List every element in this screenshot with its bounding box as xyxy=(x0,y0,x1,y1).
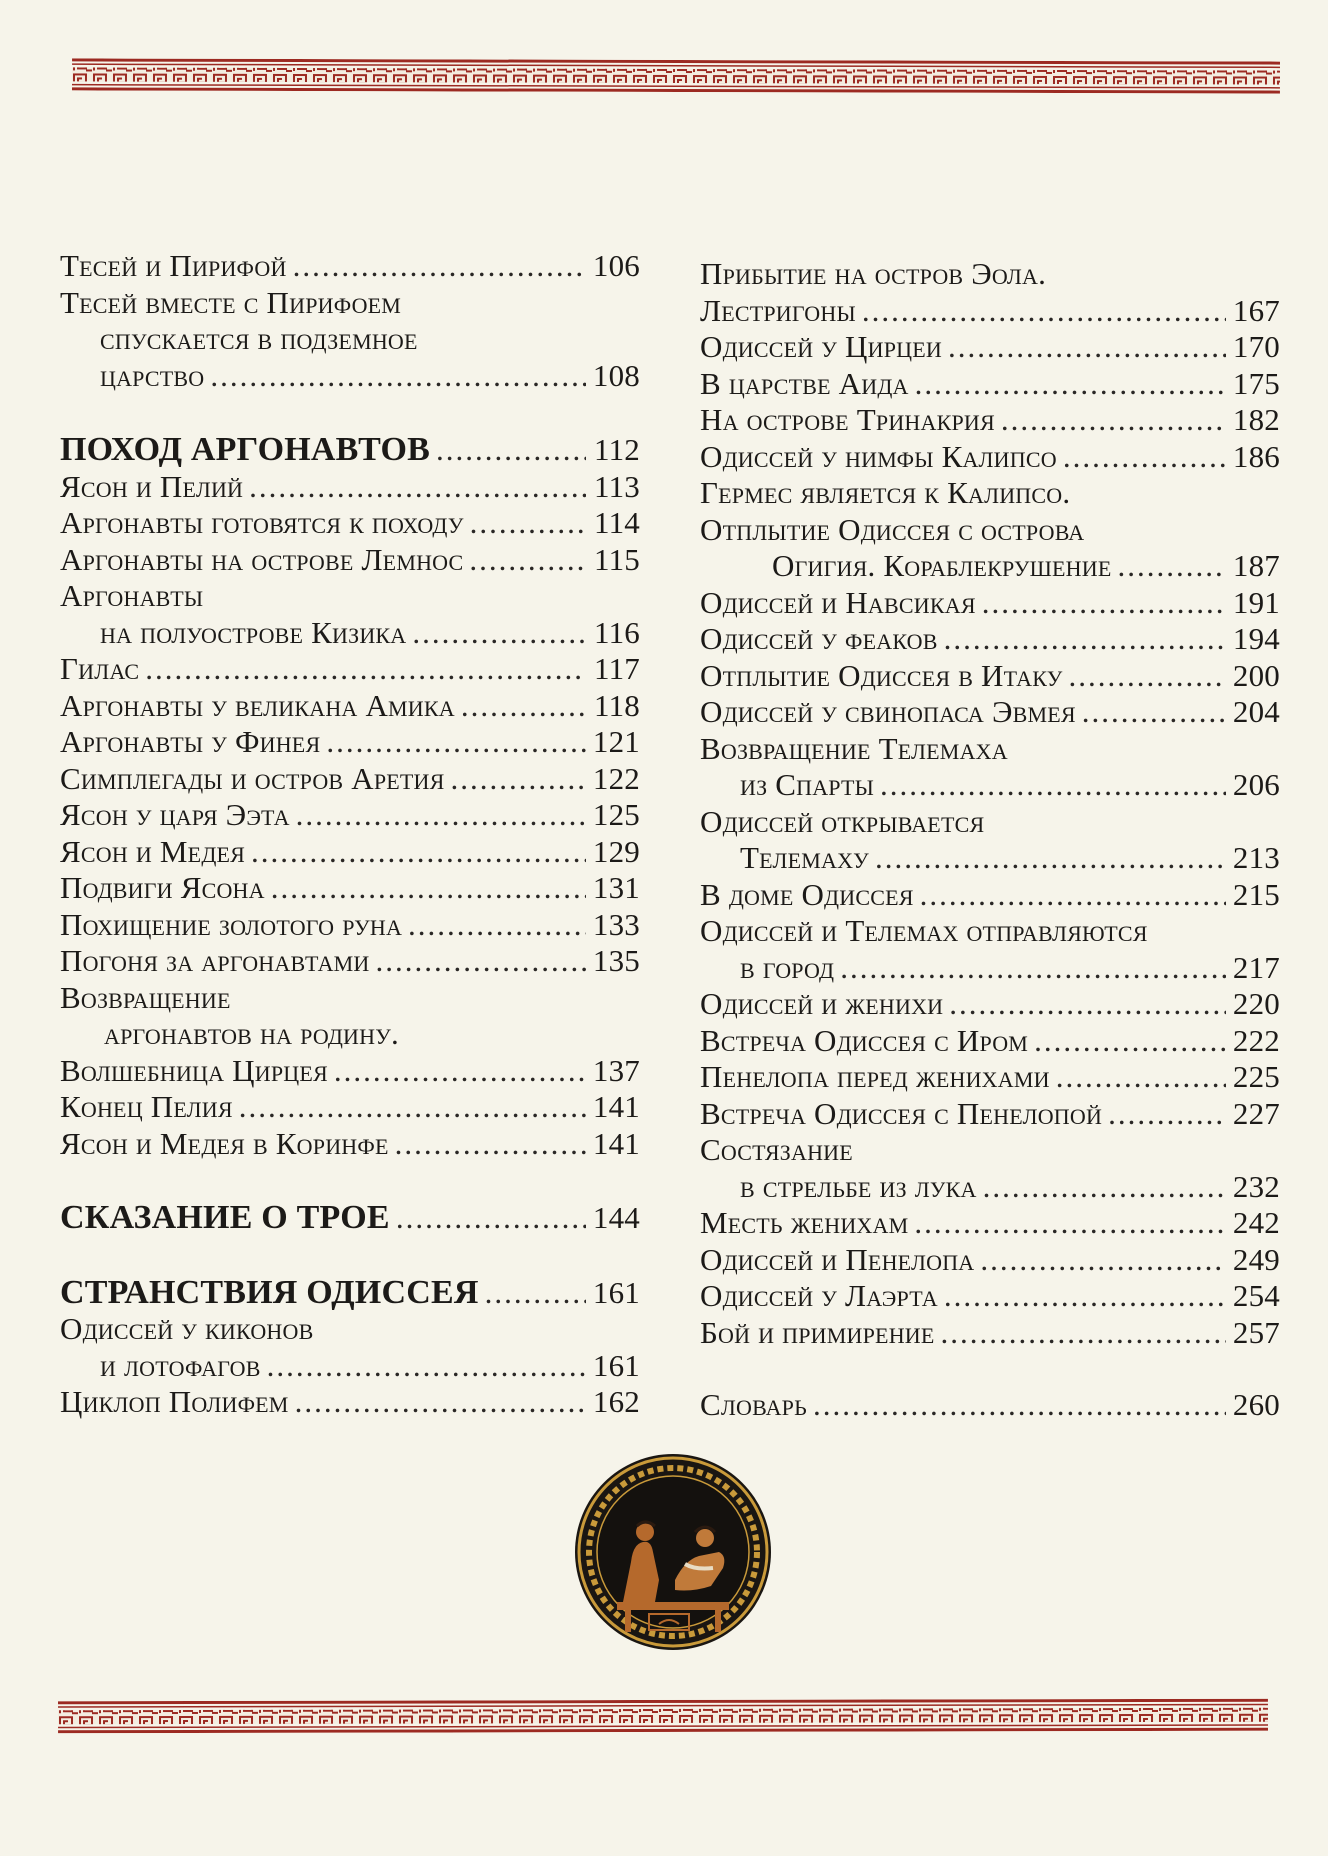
toc-right-column xyxy=(700,256,1280,1424)
toc-entry[interactable]: Конец Пелия ..... 141 xyxy=(60,1089,640,1126)
toc-line: Одиссей открывается xyxy=(700,803,985,839)
toc-line: Одиссей у киконов xyxy=(60,1311,314,1346)
bottom-greek-key-border xyxy=(58,1699,1268,1734)
toc-entry[interactable]: Одиссей и Навсикая ..... 191 xyxy=(700,585,1280,622)
toc-entry[interactable]: Одиссей и женихи ..... 220 xyxy=(700,986,1280,1023)
toc-entry[interactable]: Пенелопа перед женихами ..... 225 xyxy=(700,1059,1280,1096)
toc-entry[interactable]: Ясон и Пелий ..... 113 xyxy=(60,469,640,506)
toc-left-column xyxy=(60,248,640,1421)
toc-entry[interactable]: Огигия. Кораблекрушение ..... 187 xyxy=(700,548,1280,585)
toc-line: Одиссей и Телемах отправляются xyxy=(700,913,1148,948)
toc-section-heading[interactable]: СКАЗАНИЕ О ТРОЕ ..... 144 xyxy=(60,1200,640,1237)
toc-entry[interactable]: Одиссей у свинопаса Эвмея ..... 204 xyxy=(700,694,1280,731)
toc-entry[interactable]: из Спарты ..... 206 xyxy=(700,767,1280,804)
toc-line: Отплытие Одиссея с острова xyxy=(700,511,1085,547)
top-greek-key-border xyxy=(72,58,1280,93)
toc-line: спускается в подземное xyxy=(100,321,418,356)
toc-entry[interactable]: Одиссей у феаков ..... 194 xyxy=(700,621,1280,658)
toc-entry[interactable]: Похищение золотого руна ..... 133 xyxy=(60,907,640,944)
toc-entry[interactable]: Встреча Одиссея с Пенелопой ..... 227 xyxy=(700,1096,1280,1133)
toc-entry[interactable]: Ясон и Медея ..... 129 xyxy=(60,834,640,871)
toc-line: Состязание xyxy=(700,1132,853,1167)
toc-entry[interactable]: Аргонавты у великана Амика ..... 118 xyxy=(60,688,640,725)
toc-entry[interactable]: Симплегады и остров Аретия ..... 122 xyxy=(60,761,640,798)
toc-entry[interactable]: Телемаху ..... 213 xyxy=(700,840,1280,877)
toc-entry[interactable]: и лотофагов ..... 161 xyxy=(60,1348,640,1385)
toc-entry[interactable]: В доме Одиссея ..... 215 xyxy=(700,877,1280,914)
toc-line: Гермес является к Калипсо. xyxy=(700,475,1071,510)
toc-section-heading[interactable]: ПОХОД АРГОНАВТОВ ..... 112 xyxy=(60,432,640,469)
toc-entry[interactable]: на полуострове Кизика ..... 116 xyxy=(60,615,640,652)
toc-entry[interactable]: в город ..... 217 xyxy=(700,950,1280,987)
toc-entry[interactable]: Аргонавты готовятся к походу ..... 114 xyxy=(60,505,640,542)
toc-entry[interactable]: Тесей и Пирифой ..... 106 xyxy=(60,248,640,285)
toc-line: Возвращение xyxy=(60,979,231,1015)
toc-entry[interactable]: Одиссей у Лаэрта ..... 254 xyxy=(700,1278,1280,1315)
toc-entry[interactable]: Подвиги Ясона ..... 131 xyxy=(60,870,640,907)
toc-entry[interactable]: На острове Тринакрия ..... 182 xyxy=(700,402,1280,439)
toc-line: Прибытие на остров Эола. xyxy=(700,256,1047,291)
toc-entry[interactable]: Лестригоны ..... 167 xyxy=(700,293,1280,330)
toc-entry[interactable]: в стрельбе из лука ..... 232 xyxy=(700,1169,1280,1206)
toc-line: Возвращение Телемаха xyxy=(700,730,1008,766)
toc-entry[interactable]: Ясон и Медея в Коринфе ..... 141 xyxy=(60,1126,640,1163)
toc-entry[interactable]: Одиссей у Цирцеи ..... 170 xyxy=(700,329,1280,366)
toc-entry[interactable]: Одиссей и Пенелопа ..... 249 xyxy=(700,1242,1280,1279)
toc-entry[interactable]: царство ..... 108 xyxy=(60,358,640,395)
toc-entry[interactable]: Бой и примирение ..... 257 xyxy=(700,1315,1280,1352)
toc-line: Аргонавты xyxy=(60,578,204,613)
toc-entry[interactable]: Месть женихам ..... 242 xyxy=(700,1205,1280,1242)
toc-entry[interactable]: Аргонавты у Финея ..... 121 xyxy=(60,724,640,761)
toc-section-heading[interactable]: СТРАНСТВИЯ ОДИССЕЯ ..... 161 xyxy=(60,1275,640,1312)
toc-entry[interactable]: Одиссей у нимфы Калипсо ..... 186 xyxy=(700,439,1280,476)
toc-entry[interactable]: Ясон у царя Ээта ..... 125 xyxy=(60,797,640,834)
toc-line: Тесей вместе с Пирифоем xyxy=(60,284,402,320)
greek-vase-medallion-icon xyxy=(573,1452,773,1652)
toc-entry-glossary[interactable]: Словарь ..... 260 xyxy=(700,1387,1280,1424)
toc-entry[interactable]: В царстве Аида ..... 175 xyxy=(700,366,1280,403)
toc-line: аргонавтов на родину. xyxy=(104,1016,399,1051)
toc-entry[interactable]: Циклоп Полифем ..... 162 xyxy=(60,1384,640,1421)
toc-entry[interactable]: Аргонавты на острове Лемнос ..... 115 xyxy=(60,542,640,579)
toc-entry[interactable]: Волшебница Цирцея ..... 137 xyxy=(60,1053,640,1090)
toc-entry[interactable]: Отплытие Одиссея в Итаку ..... 200 xyxy=(700,658,1280,695)
toc-entry[interactable]: Гилас ..... 117 xyxy=(60,651,640,688)
toc-entry[interactable]: Встреча Одиссея с Иром ..... 222 xyxy=(700,1023,1280,1060)
toc-entry[interactable]: Погоня за аргонавтами ..... 135 xyxy=(60,943,640,980)
